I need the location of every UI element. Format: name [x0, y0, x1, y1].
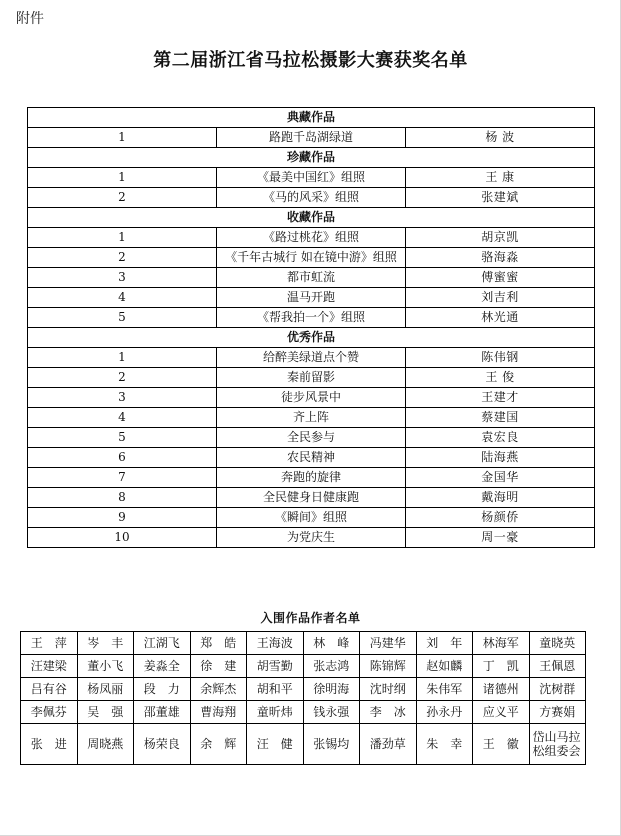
entry-number: 1 [28, 348, 217, 368]
table-row [28, 288, 595, 308]
author-name: 王 俊 [406, 368, 595, 388]
finalist-name: 岑 丰 [77, 632, 134, 655]
finalists-table [20, 631, 586, 765]
finalist-name: 余 辉 [190, 724, 247, 765]
finalist-name: 朱伟军 [416, 678, 473, 701]
section-title: 典藏作品 [28, 108, 595, 128]
finalist-name: 岱山马拉松组委会 [529, 724, 586, 765]
section-header-row [28, 208, 595, 228]
finalist-name: 杨荣良 [134, 724, 191, 765]
finalist-row [21, 655, 586, 678]
entry-number: 4 [28, 408, 217, 428]
finalist-name: 陈锦辉 [360, 655, 417, 678]
awards-table [27, 107, 595, 548]
table-row [28, 368, 595, 388]
author-name: 陈伟钢 [406, 348, 595, 368]
finalist-name: 郑 皓 [190, 632, 247, 655]
table-row [28, 528, 595, 548]
finalist-name: 曹海翔 [190, 701, 247, 724]
work-title: 奔跑的旋律 [217, 468, 406, 488]
finalist-name: 周晓燕 [77, 724, 134, 765]
section-title: 珍藏作品 [28, 148, 595, 168]
table-row [28, 308, 595, 328]
section-header-row [28, 148, 595, 168]
entry-number: 2 [28, 188, 217, 208]
finalist-name: 余辉杰 [190, 678, 247, 701]
finalist-name: 沈时纲 [360, 678, 417, 701]
finalist-name: 胡雪勤 [247, 655, 304, 678]
attachment-label: 附件 [16, 11, 44, 27]
work-title: 《千年古城行 如在镜中游》组照 [217, 248, 406, 268]
entry-number: 3 [28, 268, 217, 288]
author-name: 王建才 [406, 388, 595, 408]
section-title: 收藏作品 [28, 208, 595, 228]
finalist-name: 董小飞 [77, 655, 134, 678]
entry-number: 3 [28, 388, 217, 408]
finalist-name: 胡和平 [247, 678, 304, 701]
entry-number: 7 [28, 468, 217, 488]
work-title: 《帮我拍一个》组照 [217, 308, 406, 328]
table-row [28, 248, 595, 268]
work-title: 《最美中国红》组照 [217, 168, 406, 188]
finalists-title: 入围作品作者名单 [260, 611, 361, 625]
finalist-name: 孙永丹 [416, 701, 473, 724]
finalist-name: 冯建华 [360, 632, 417, 655]
author-name: 骆海淼 [406, 248, 595, 268]
entry-number: 1 [28, 228, 217, 248]
entry-number: 2 [28, 368, 217, 388]
section-title: 优秀作品 [28, 328, 595, 348]
author-name: 袁宏良 [406, 428, 595, 448]
finalist-row [21, 701, 586, 724]
table-row [28, 128, 595, 148]
author-name: 王 康 [406, 168, 595, 188]
document-title: 第二届浙江省马拉松摄影大赛获奖名单 [153, 50, 468, 71]
author-name: 张建斌 [406, 188, 595, 208]
table-row [28, 228, 595, 248]
work-title: 全民健身日健康跑 [217, 488, 406, 508]
section-header-row [28, 328, 595, 348]
author-name: 杨 波 [406, 128, 595, 148]
table-row [28, 188, 595, 208]
work-title: 农民精神 [217, 448, 406, 468]
finalist-name: 方赛娟 [529, 701, 586, 724]
finalist-row [21, 678, 586, 701]
author-name: 刘吉利 [406, 288, 595, 308]
table-row [28, 428, 595, 448]
work-title: 温马开跑 [217, 288, 406, 308]
finalist-name: 张志鸿 [303, 655, 360, 678]
finalist-name: 钱永强 [303, 701, 360, 724]
entry-number: 1 [28, 168, 217, 188]
author-name: 林光通 [406, 308, 595, 328]
finalist-name: 诸德州 [473, 678, 530, 701]
finalist-name: 李 冰 [360, 701, 417, 724]
work-title: 路跑千岛湖绿道 [217, 128, 406, 148]
work-title: 秦前留影 [217, 368, 406, 388]
author-name: 周一豪 [406, 528, 595, 548]
work-title: 全民参与 [217, 428, 406, 448]
author-name: 傅蜜蜜 [406, 268, 595, 288]
table-row [28, 488, 595, 508]
finalist-name: 段 力 [134, 678, 191, 701]
work-title: 给醉美绿道点个赞 [217, 348, 406, 368]
finalist-name: 潘劲草 [360, 724, 417, 765]
finalist-name: 朱 幸 [416, 724, 473, 765]
finalist-name: 张 进 [21, 724, 78, 765]
work-title: 齐上阵 [217, 408, 406, 428]
finalist-name: 王海波 [247, 632, 304, 655]
finalist-name: 王 萍 [21, 632, 78, 655]
entry-number: 8 [28, 488, 217, 508]
table-row [28, 168, 595, 188]
table-row [28, 408, 595, 428]
finalist-name: 徐明海 [303, 678, 360, 701]
finalist-name: 徐 建 [190, 655, 247, 678]
entry-number: 6 [28, 448, 217, 468]
finalist-name: 赵如麟 [416, 655, 473, 678]
finalist-name: 杨凤丽 [77, 678, 134, 701]
finalist-name: 江湖飞 [134, 632, 191, 655]
work-title: 都市虹流 [217, 268, 406, 288]
finalist-name: 沈树群 [529, 678, 586, 701]
finalist-row [21, 724, 586, 765]
entry-number: 4 [28, 288, 217, 308]
author-name: 杨颜侨 [406, 508, 595, 528]
entry-number: 1 [28, 128, 217, 148]
entry-number: 9 [28, 508, 217, 528]
finalist-name: 童晓英 [529, 632, 586, 655]
finalist-name: 吴 强 [77, 701, 134, 724]
section-header-row [28, 108, 595, 128]
work-title: 徒步风景中 [217, 388, 406, 408]
entry-number: 2 [28, 248, 217, 268]
entry-number: 10 [28, 528, 217, 548]
table-row [28, 508, 595, 528]
finalist-name: 刘 年 [416, 632, 473, 655]
finalist-name: 童昕炜 [247, 701, 304, 724]
entry-number: 5 [28, 428, 217, 448]
work-title: 为党庆生 [217, 528, 406, 548]
finalist-row [21, 632, 586, 655]
work-title: 《路过桃花》组照 [217, 228, 406, 248]
work-title: 《瞬间》组照 [217, 508, 406, 528]
author-name: 金国华 [406, 468, 595, 488]
entry-number: 5 [28, 308, 217, 328]
finalist-name: 王佩恩 [529, 655, 586, 678]
finalist-name: 应义平 [473, 701, 530, 724]
finalist-name: 丁 凯 [473, 655, 530, 678]
finalist-name: 姜淼全 [134, 655, 191, 678]
author-name: 戴海明 [406, 488, 595, 508]
table-row [28, 268, 595, 288]
author-name: 陆海燕 [406, 448, 595, 468]
table-row [28, 468, 595, 488]
finalist-name: 邵董雄 [134, 701, 191, 724]
finalist-name: 林海军 [473, 632, 530, 655]
finalist-name: 汪 健 [247, 724, 304, 765]
finalist-name: 张锡均 [303, 724, 360, 765]
work-title: 《马的风采》组照 [217, 188, 406, 208]
table-row [28, 348, 595, 368]
finalist-name: 李佩芬 [21, 701, 78, 724]
finalist-name: 汪建梁 [21, 655, 78, 678]
author-name: 蔡建国 [406, 408, 595, 428]
table-row [28, 448, 595, 468]
finalist-name: 吕有谷 [21, 678, 78, 701]
table-row [28, 388, 595, 408]
finalist-name: 王 徽 [473, 724, 530, 765]
finalist-name: 林 峰 [303, 632, 360, 655]
author-name: 胡京凯 [406, 228, 595, 248]
